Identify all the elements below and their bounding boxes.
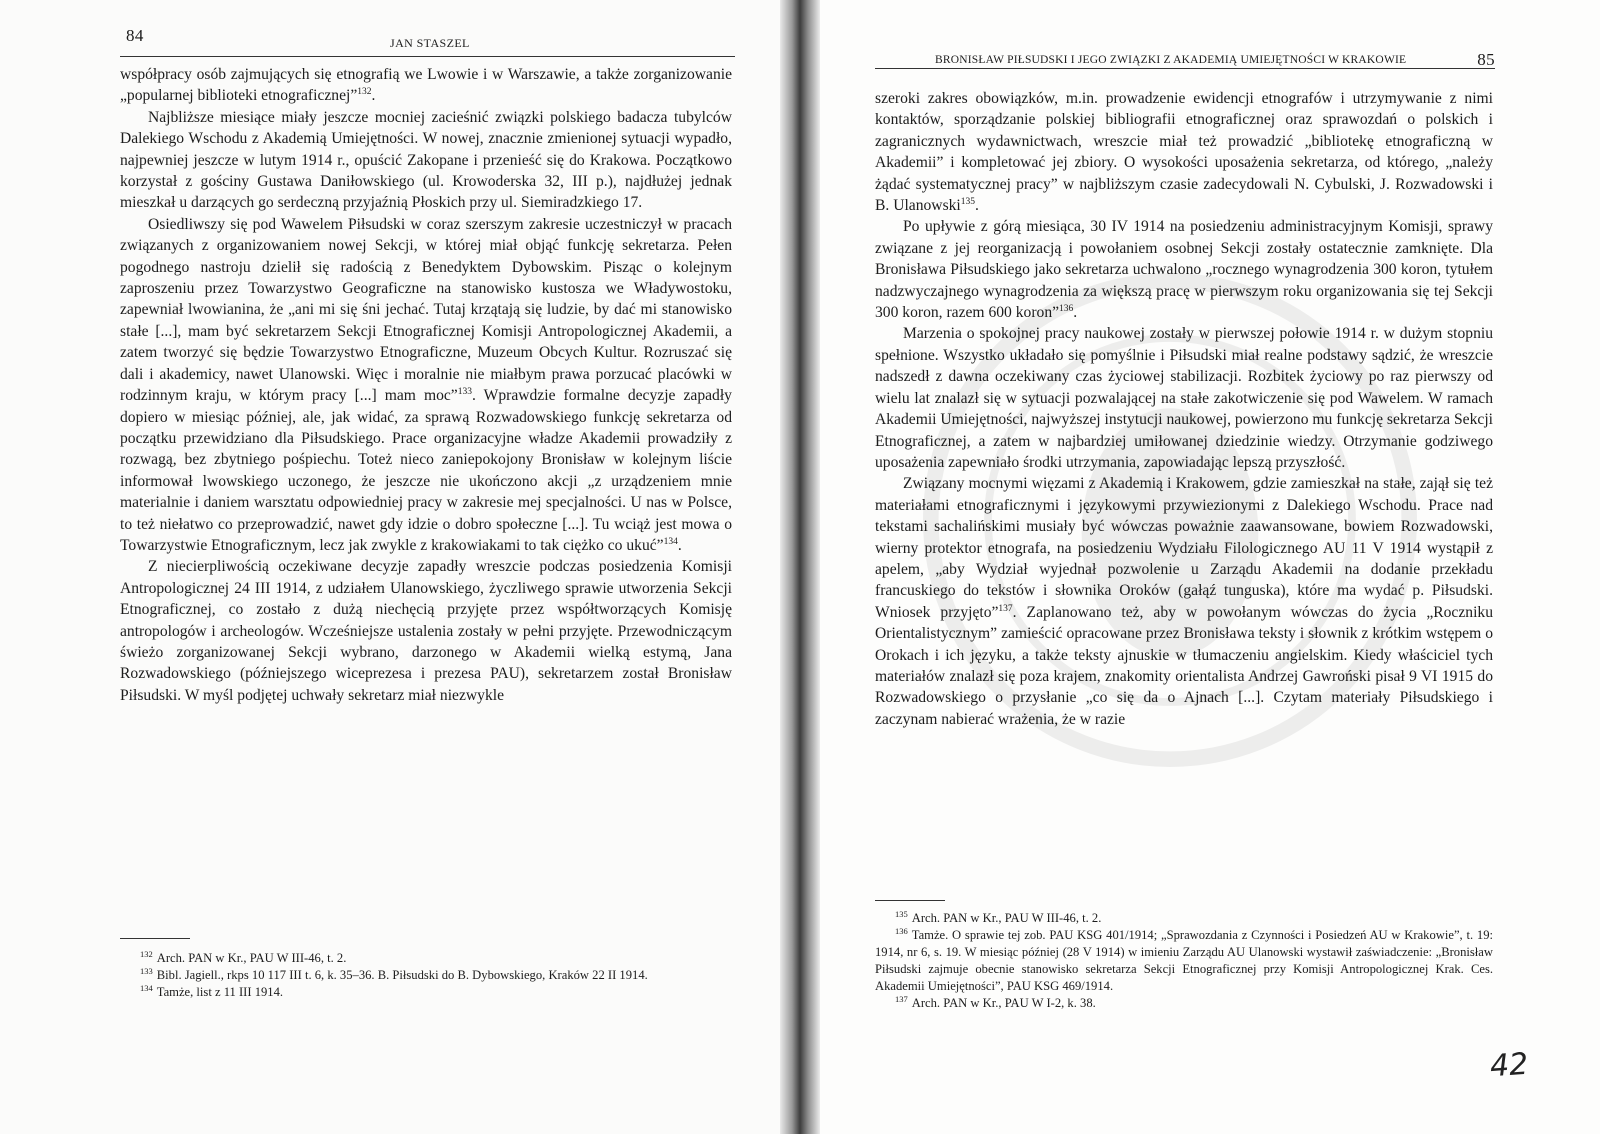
footnote-ref: 137 xyxy=(998,603,1013,614)
left-page xyxy=(0,0,790,1134)
footnote: $^{134}$ Tamże, list z 11 III 1914. xyxy=(140,982,284,999)
footnote: $^{132}$ Arch. PAN w Kr., PAU W III-46, t. 2. xyxy=(140,948,347,965)
right-paragraph-4: Związany mocnymi więzami z Akademią i Krakowem, gdzie zamieszkał na stałe, zajął się też materiałami etnograficznymi i językowymi przywiezionymi z Dalekiego Wschodu. Prace nad tekstami sachalińskimi musiały być wówczas poważnie zaawansowane, bowiem Rozwadowski, wierny protektor etnografa, na posiedzeniu Wydziału Filologicznego AU 11 V 1914 wystąpił z apelem, „aby Wydział wyjednał pozwolenie u Zarządu Akademii na dodanie przekładu francuskiego do tekstów i słownika Oroków (gałąź tunguska), które ma wydać p. Piłsudski. Wniosek przyjęto”$^{137}$. Zaplanowano też, aby w powołanym wówczas do życia „Roczniku Orientalistycznym” zamieścić opracowane przez Bronisława teksty i słownik z krótkim wstępem o Orokach i ich języku, a także teksty ajnuskie w tłumaczeniu angielskim. Kiedy właściciel tych materiałów znalazł się poza krajem, znakomity orientalista Andrzej Gawroński pisał 9 VI 1915 do Rozwadowskiego o przysłanie „co się da o Ajnach [...]. Czytam materiały Piłsudskiego i zaczynam nabierać wrażenia, że w razie xyxy=(875,475,1494,728)
left-paragraph-3: Osiedliwszy się pod Wawelem Piłsudski w coraz szerszym zakresie uczestniczył w pracach związanych z organizowaniem nowej Sekcji, w której miał objąć funkcję sekretarza. Pełen pogodnego nastroju dzielił się radością z Benedyktem Dybowskim. Pisząc o kolejnym zaproszeniu przez Towarzystwo Geograficzne na stanowisko kustosza we Władywostoku, zapewniał lwowianina, że „ani mi się śni jechać. Tutaj krzątają się ludzie, by dać mi stanowisko stałe [...], mam być sekretarzem Sekcji Etnograficznej Komisji Antropologicznej Akademii, a zatem tworzyć się będzie Towarzystwo Etnograficzne, Muzeum Obcych Kultur. Rozruszać się dali i akademicy, nawet Ulanowski. Więc i moralnie nie miałbym prawa porzucać placówki w rodzinnym kraju, w którym pracy [...] mam moc”$^{133}$. Wprawdzie formalne decyzje zapadły dopiero w miesiąc później, ale, jak widać, za sprawą Rozwadowskiego funkcję sekretarza od początku przewidziano dla Piłsudskiego. Prace organizacyjne władze Akademii prowadziły z rozwagą, bez zbytniego pośpiechu. Toteż nieco zaniepokojony Bronisław w kolejnym liście informował lwowskiego uczonego, że jeszcze nie ukończono akcji „z urządzeniem mnie materialnie i daniem warsztatu odpowiedniej pracy w zakresie mej specjalności. U nas w Polsce, to też niełatwo co przeprowadzić, nawet gdy idzie o dobro społeczne [...]. Tu wciąż jest mowa o Towarzystwie Etnograficznym, lecz jak zwykle z krakowiakami to tak ciężko co ukuć”$^{134}$. xyxy=(120,215,732,554)
right-page-number: 85 xyxy=(1477,50,1495,69)
left-running-header xyxy=(120,22,735,57)
right-running-header xyxy=(875,44,1495,69)
right-body-text xyxy=(875,88,1493,730)
footnote: $^{137}$ Arch. PAN w Kr., PAU W I-2, k. 38. xyxy=(895,993,1096,1010)
left-body-text xyxy=(120,64,732,706)
right-footnote-rule xyxy=(875,900,945,901)
right-paragraph-2: Po upływie z górą miesiąca, 30 IV 1914 na posiedzeniu administracyjnym Komisji, sprawy związane z jej reorganizacją i powołaniem osobnej Sekcji zostały ostatecznie zamknięte. Dla Bronisława Piłsudskiego jako sekretarza uchwalono „rocznego wynagrodzenia 300 koron, tytułem nadzwyczajnego wynagrodzenia za większą pracę w pierwszym roku organizowania się tej Sekcji 300 koron, razem 600 koron”$^{136}$. xyxy=(875,218,1493,322)
footnote-ref: 132 xyxy=(357,87,372,98)
footnote-ref: 134 xyxy=(663,536,678,547)
footnote-ref: 136 xyxy=(1059,303,1074,314)
handwritten-page-number: 42 xyxy=(1488,1046,1530,1085)
left-running-head: JAN STASZEL xyxy=(390,36,470,50)
left-paragraph-1: współpracy osób zajmujących się etnografią we Lwowie i w Warszawie, a także zorganizowanie „popularnej biblioteki etnograficznej”$^{132}$. xyxy=(120,66,732,105)
footnote: $^{135}$ Arch. PAN w Kr., PAU W III-46, t. 2. xyxy=(895,908,1102,925)
right-page xyxy=(800,0,1600,1134)
footnote: $^{133}$ Bibl. Jagiell., rkps 10 117 III t. 6, k. 35–36. B. Piłsudski do B. Dybowskiego, Kraków 22 II 1914. xyxy=(140,965,648,982)
left-page-number: 84 xyxy=(126,26,144,45)
right-footnotes xyxy=(875,910,1493,1012)
left-paragraph-4: Z niecierpliwością oczekiwane decyzje zapadły wreszcie podczas posiedzenia Komisji Antropologicznej 24 III 1914, z udziałem Ulanowskiego, życzliwego sprawie utworzenia Sekcji Etnograficznej, co zostało z dużą niechęcią przyjęte przez współtworzących Komisję antropologów i archeologów. Wcześniejsze ustalenia zostały w pełni przyjęte. Przewodniczącym świeżo zorganizowanej Sekcji wybrano, darzonego w Akademii wielką estymą, Jana Rozwadowskiego (późniejszego wiceprezesa i prezesa PAU), sekretarzem został Bronisław Piłsudski. W myśl podjętej uchwały sekretarz miał niezwykle xyxy=(120,558,732,704)
footnote: $^{136}$ Tamże. O sprawie tej zob. PAU KSG 401/1914; „Sprawozdania z Czynności i Posiedzeń AU w Krakowie”, t. 19: 1914, nr 6, s. 19. W miesiąc później (28 V 1914) w imieniu Zarządu AU Ulanowski wystawił zaświadczenie: „Bronisław Piłsudski zajmuje obecnie stanowisko sekretarza Sekcji Etnograficznej przy Komisji Antropologicznej Krak. Ces. Akademii Umiejętności”, PAU KSG 469/1914. xyxy=(875,925,1493,993)
right-paragraph-3: Marzenia o spokojnej pracy naukowej zostały w pierwszej połowie 1914 r. w dużym stopniu spełnione. Wszystko układało się pomyślnie i Piłsudski miał realne podstawy sądzić, że wreszcie nadszedł z dawna oczekiwany czas życiowej stabilizacji. Rozbitek życiowy po raz pierwszy od wielu lat znalazł się w sytuacji pozwalającej na stałe zakotwiczenie się pod Wawelem. W ramach Akademii Umiejętności, najwyższej instytucji naukowej, powierzono mu funkcję sekretarza Sekcji Etnograficznej, a zatem w najbardziej umiłowanej dziedzinie wiedzy. Otrzymanie godziwego uposażenia zapewniało środki utrzymania, zapowiadając lepszą przyszłość. xyxy=(875,325,1493,471)
right-running-head: BRONISŁAW PIŁSUDSKI I JEGO ZWIĄZKI Z AKADEMIĄ UMIEJĘTNOŚCI W KRAKOWIE xyxy=(935,54,1407,66)
footnote-ref: 135 xyxy=(960,196,976,207)
left-footnotes xyxy=(120,950,732,1001)
book-gutter xyxy=(780,0,820,1134)
footnote-ref: 133 xyxy=(457,386,472,397)
left-paragraph-2: Najbliższe miesiące miały jeszcze mocniej zacieśnić związki polskiego badacza tubylców Dalekiego Wschodu z Akademią Umiejętności. W nowej, znacznie zmienionej sytuacji wypadło, najpewniej jeszcze w lutym 1914 r., opuścić Zakopane i przenieść się do Krakowa. Początkowo korzystał z gościny Gustawa Daniłowskiego (ul. Krowoderska 32, III p.), najdłużej jednak mieszkał u darzących go serdeczną przyjaźnią Płoskich przy ul. Siemiradzkiego 17. xyxy=(120,108,732,212)
right-paragraph-1: szeroki zakres obowiązków, m.in. prowadzenie ewidencji etnografów i utrzymywanie z nimi kontaktów, sporządzanie polskiej bibliografii etnograficznej oraz sprawozdań o polskich i zagranicznych wydawnictwach, wreszcie miał też prowadzić „bibliotekę etnograficzną w Akademii” i kompletować jej zbiory. O wysokości uposażenia sekretarza, od którego, „należy żądać systematycznej pracy” w najbliższym czasie zadecydowali N. Cybulski, J. Rozwadowski i B. Ulanowski$^{135}$. xyxy=(875,90,1493,215)
left-footnote-rule xyxy=(120,938,190,939)
